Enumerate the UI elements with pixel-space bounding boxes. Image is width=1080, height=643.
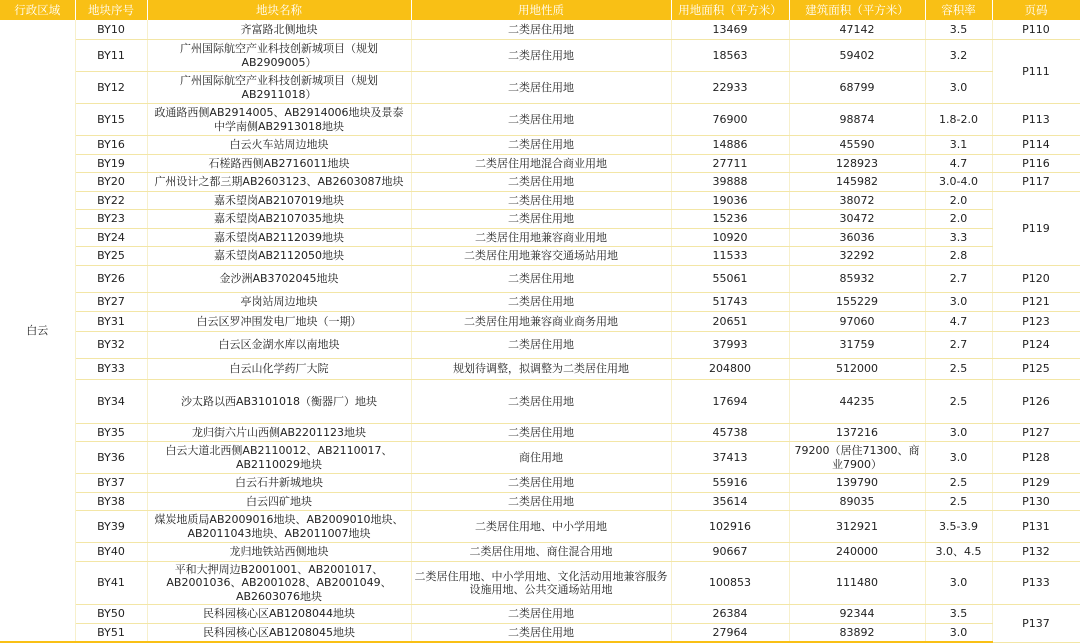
page-cell: P117 [992, 173, 1080, 192]
floor-area-cell: 111480 [789, 561, 925, 604]
land-use-cell: 规划待调整，拟调整为二类居住用地 [411, 358, 671, 380]
page-cell: P110 [992, 20, 1080, 40]
plot-id-cell: BY36 [75, 442, 147, 474]
page-cell: P125 [992, 358, 1080, 380]
floor-area-cell: 38072 [789, 191, 925, 210]
far-cell: 2.7 [925, 331, 992, 358]
plot-name-cell: 金沙洲AB3702045地块 [147, 265, 411, 292]
land-use-cell: 二类居住用地兼容商业商务用地 [411, 312, 671, 332]
floor-area-cell: 30472 [789, 210, 925, 229]
page-cell: P128 [992, 442, 1080, 474]
land-use-cell: 二类居住用地 [411, 492, 671, 511]
floor-area-cell: 36036 [789, 228, 925, 247]
table-row [0, 331, 1080, 358]
floor-area-cell: 47142 [789, 20, 925, 40]
floor-area-cell: 312921 [789, 511, 925, 543]
plot-name-cell: 龙归街六片山西侧AB2201123地块 [147, 423, 411, 442]
land-area-cell: 20651 [671, 312, 789, 332]
land-area-cell: 14886 [671, 136, 789, 155]
land-use-cell: 二类居住用地、中小学用地、文化活动用地兼容服务设施用地、公共交通场站用地 [411, 561, 671, 604]
table-row [0, 20, 1080, 40]
far-cell: 3.0 [925, 72, 992, 104]
plot-id-cell: BY32 [75, 331, 147, 358]
land-area-cell: 19036 [671, 191, 789, 210]
floor-area-cell: 512000 [789, 358, 925, 380]
page-cell: P131 [992, 511, 1080, 543]
far-cell: 3.0、4.5 [925, 543, 992, 562]
plot-id-cell: BY25 [75, 247, 147, 266]
land-use-cell: 二类居住用地 [411, 331, 671, 358]
table-row [0, 423, 1080, 442]
table-row [0, 210, 1080, 229]
page-cell: P111 [992, 40, 1080, 104]
land-use-cell: 二类居住用地 [411, 173, 671, 192]
plot-id-cell: BY20 [75, 173, 147, 192]
land-use-cell: 二类居住用地 [411, 623, 671, 642]
land-area-cell: 17694 [671, 380, 789, 423]
land-use-cell: 二类居住用地 [411, 380, 671, 423]
table-row [0, 543, 1080, 562]
land-use-cell: 二类居住用地 [411, 210, 671, 229]
page-cell: P114 [992, 136, 1080, 155]
table-row [0, 561, 1080, 604]
floor-area-cell: 128923 [789, 154, 925, 173]
land-area-cell: 76900 [671, 104, 789, 136]
page-cell: P123 [992, 312, 1080, 332]
land-use-cell: 二类居住用地兼容商业用地 [411, 228, 671, 247]
land-use-cell: 二类居住用地 [411, 191, 671, 210]
floor-area-cell: 32292 [789, 247, 925, 266]
header-far: 容积率 [925, 0, 992, 20]
land-use-cell: 二类居住用地 [411, 136, 671, 155]
plot-name-cell: 龙归地铁站西侧地块 [147, 543, 411, 562]
far-cell: 1.8-2.0 [925, 104, 992, 136]
plot-name-cell: 白云石井新城地块 [147, 474, 411, 493]
table-body [0, 20, 1080, 642]
land-use-cell: 商住用地 [411, 442, 671, 474]
page-cell: P137 [992, 605, 1080, 642]
page-cell: P129 [992, 474, 1080, 493]
land-area-cell: 55916 [671, 474, 789, 493]
floor-area-cell: 85932 [789, 265, 925, 292]
land-area-cell: 55061 [671, 265, 789, 292]
table-row [0, 154, 1080, 173]
plot-name-cell: 民科园核心区AB1208044地块 [147, 605, 411, 624]
far-cell: 2.5 [925, 474, 992, 493]
table-row [0, 358, 1080, 380]
floor-area-cell: 92344 [789, 605, 925, 624]
header-row [0, 0, 1080, 20]
page-cell: P113 [992, 104, 1080, 136]
plot-name-cell: 政通路西侧AB2914005、AB2914006地块及景泰中学南侧AB2913018地块 [147, 104, 411, 136]
page-cell: P126 [992, 380, 1080, 423]
plot-id-cell: BY31 [75, 312, 147, 332]
plot-name-cell: 平和大押周边B2001001、AB2001017、AB2001036、AB2001028、AB2001049、AB2603076地块 [147, 561, 411, 604]
land-use-cell: 二类居住用地 [411, 605, 671, 624]
plot-name-cell: 石槎路西侧AB2716011地块 [147, 154, 411, 173]
plot-name-cell: 嘉禾望岗AB2112050地块 [147, 247, 411, 266]
land-area-cell: 15236 [671, 210, 789, 229]
land-area-cell: 26384 [671, 605, 789, 624]
floor-area-cell: 45590 [789, 136, 925, 155]
plot-name-cell: 广州国际航空产业科技创新城项目（规划AB2909005） [147, 40, 411, 72]
plot-name-cell: 白云区罗冲围发电厂地块（一期） [147, 312, 411, 332]
far-cell: 2.5 [925, 380, 992, 423]
table-row [0, 265, 1080, 292]
header-land-area: 用地面积（平方米） [671, 0, 789, 20]
land-use-cell: 二类居住用地 [411, 104, 671, 136]
plot-id-cell: BY50 [75, 605, 147, 624]
plot-id-cell: BY12 [75, 72, 147, 104]
floor-area-cell: 31759 [789, 331, 925, 358]
plot-name-cell: 民科园核心区AB1208045地块 [147, 623, 411, 642]
plot-id-cell: BY41 [75, 561, 147, 604]
land-area-cell: 51743 [671, 292, 789, 312]
table-row [0, 173, 1080, 192]
far-cell: 3.5 [925, 20, 992, 40]
plot-id-cell: BY10 [75, 20, 147, 40]
table-row [0, 511, 1080, 543]
plot-id-cell: BY16 [75, 136, 147, 155]
far-cell: 3.2 [925, 40, 992, 72]
plot-name-cell: 白云山化学药厂大院 [147, 358, 411, 380]
floor-area-cell: 139790 [789, 474, 925, 493]
table-row [0, 605, 1080, 624]
page-cell: P120 [992, 265, 1080, 292]
floor-area-cell: 98874 [789, 104, 925, 136]
land-area-cell: 27964 [671, 623, 789, 642]
header-page: 页码 [992, 0, 1080, 20]
floor-area-cell: 97060 [789, 312, 925, 332]
plot-id-cell: BY26 [75, 265, 147, 292]
far-cell: 3.5-3.9 [925, 511, 992, 543]
far-cell: 2.0 [925, 191, 992, 210]
plot-name-cell: 白云大道北西侧AB2110012、AB2110017、AB2110029地块 [147, 442, 411, 474]
land-area-cell: 37993 [671, 331, 789, 358]
header-floor-area: 建筑面积（平方米） [789, 0, 925, 20]
floor-area-cell: 79200（居住71300、商业7900） [789, 442, 925, 474]
plot-id-cell: BY27 [75, 292, 147, 312]
land-area-cell: 11533 [671, 247, 789, 266]
page-cell: P116 [992, 154, 1080, 173]
plot-name-cell: 嘉禾望岗AB2112039地块 [147, 228, 411, 247]
floor-area-cell: 83892 [789, 623, 925, 642]
plot-id-cell: BY11 [75, 40, 147, 72]
plot-id-cell: BY34 [75, 380, 147, 423]
plot-name-cell: 沙太路以西AB3101018（衡器厂）地块 [147, 380, 411, 423]
page-cell: P133 [992, 561, 1080, 604]
far-cell: 3.0-4.0 [925, 173, 992, 192]
land-use-cell: 二类居住用地 [411, 72, 671, 104]
plot-id-cell: BY39 [75, 511, 147, 543]
plot-name-cell: 白云四矿地块 [147, 492, 411, 511]
land-area-cell: 37413 [671, 442, 789, 474]
plot-name-cell: 嘉禾望岗AB2107035地块 [147, 210, 411, 229]
far-cell: 3.5 [925, 605, 992, 624]
far-cell: 3.0 [925, 442, 992, 474]
far-cell: 4.7 [925, 154, 992, 173]
page-cell: P132 [992, 543, 1080, 562]
plot-id-cell: BY19 [75, 154, 147, 173]
land-area-cell: 35614 [671, 492, 789, 511]
land-area-cell: 102916 [671, 511, 789, 543]
table-row [0, 623, 1080, 642]
land-area-cell: 90667 [671, 543, 789, 562]
header-land-use: 用地性质 [411, 0, 671, 20]
page-cell: P130 [992, 492, 1080, 511]
land-use-cell: 二类居住用地 [411, 20, 671, 40]
land-use-cell: 二类居住用地兼容交通场站用地 [411, 247, 671, 266]
plot-id-cell: BY51 [75, 623, 147, 642]
land-area-cell: 10920 [671, 228, 789, 247]
floor-area-cell: 89035 [789, 492, 925, 511]
land-area-cell: 13469 [671, 20, 789, 40]
table-row [0, 191, 1080, 210]
land-area-cell: 45738 [671, 423, 789, 442]
plot-name-cell: 亭岗站周边地块 [147, 292, 411, 312]
page-cell: P119 [992, 191, 1080, 265]
table-row [0, 104, 1080, 136]
land-use-cell: 二类居住用地 [411, 40, 671, 72]
floor-area-cell: 155229 [789, 292, 925, 312]
land-use-cell: 二类居住用地 [411, 474, 671, 493]
plot-name-cell: 白云区金湖水库以南地块 [147, 331, 411, 358]
plot-id-cell: BY38 [75, 492, 147, 511]
header-plot-id: 地块序号 [75, 0, 147, 20]
plot-id-cell: BY24 [75, 228, 147, 247]
table-row [0, 247, 1080, 266]
land-use-cell: 二类居住用地、中小学用地 [411, 511, 671, 543]
floor-area-cell: 145982 [789, 173, 925, 192]
far-cell: 3.0 [925, 292, 992, 312]
far-cell: 4.7 [925, 312, 992, 332]
far-cell: 3.0 [925, 423, 992, 442]
plot-id-cell: BY22 [75, 191, 147, 210]
land-area-cell: 27711 [671, 154, 789, 173]
land-use-cell: 二类居住用地 [411, 265, 671, 292]
floor-area-cell: 68799 [789, 72, 925, 104]
floor-area-cell: 137216 [789, 423, 925, 442]
plot-name-cell: 嘉禾望岗AB2107019地块 [147, 191, 411, 210]
plot-id-cell: BY40 [75, 543, 147, 562]
land-use-cell: 二类居住用地 [411, 423, 671, 442]
plot-id-cell: BY23 [75, 210, 147, 229]
floor-area-cell: 44235 [789, 380, 925, 423]
page-cell: P124 [992, 331, 1080, 358]
far-cell: 2.8 [925, 247, 992, 266]
plot-name-cell: 白云火车站周边地块 [147, 136, 411, 155]
table-row [0, 492, 1080, 511]
page-cell: P121 [992, 292, 1080, 312]
plot-name-cell: 广州设计之都三期AB2603123、AB2603087地块 [147, 173, 411, 192]
far-cell: 2.5 [925, 492, 992, 511]
header-region: 行政区域 [0, 0, 75, 20]
land-area-cell: 22933 [671, 72, 789, 104]
table-row [0, 442, 1080, 474]
table-row [0, 474, 1080, 493]
land-area-cell: 18563 [671, 40, 789, 72]
table-row [0, 312, 1080, 332]
plot-id-cell: BY35 [75, 423, 147, 442]
far-cell: 3.0 [925, 623, 992, 642]
plot-id-cell: BY33 [75, 358, 147, 380]
table-row [0, 136, 1080, 155]
plot-name-cell: 齐富路北侧地块 [147, 20, 411, 40]
land-use-cell: 二类居住用地、商住混合用地 [411, 543, 671, 562]
far-cell: 2.5 [925, 358, 992, 380]
table-row [0, 228, 1080, 247]
plot-name-cell: 煤炭地质局AB2009016地块、AB2009010地块、AB2011043地块、AB2011007地块 [147, 511, 411, 543]
plot-id-cell: BY15 [75, 104, 147, 136]
far-cell: 3.3 [925, 228, 992, 247]
table-row [0, 292, 1080, 312]
plot-id-cell: BY37 [75, 474, 147, 493]
header-plot-name: 地块名称 [147, 0, 411, 20]
far-cell: 3.1 [925, 136, 992, 155]
region-cell: 白云 [0, 20, 75, 642]
far-cell: 2.0 [925, 210, 992, 229]
land-use-cell: 二类居住用地 [411, 292, 671, 312]
plot-name-cell: 广州国际航空产业科技创新城项目（规划AB2911018） [147, 72, 411, 104]
land-area-cell: 204800 [671, 358, 789, 380]
page-cell: P127 [992, 423, 1080, 442]
far-cell: 2.7 [925, 265, 992, 292]
floor-area-cell: 59402 [789, 40, 925, 72]
far-cell: 3.0 [925, 561, 992, 604]
table-row [0, 72, 1080, 104]
floor-area-cell: 240000 [789, 543, 925, 562]
table-row [0, 380, 1080, 423]
land-area-cell: 100853 [671, 561, 789, 604]
land-use-cell: 二类居住用地混合商业用地 [411, 154, 671, 173]
land-area-cell: 39888 [671, 173, 789, 192]
table-row [0, 40, 1080, 72]
